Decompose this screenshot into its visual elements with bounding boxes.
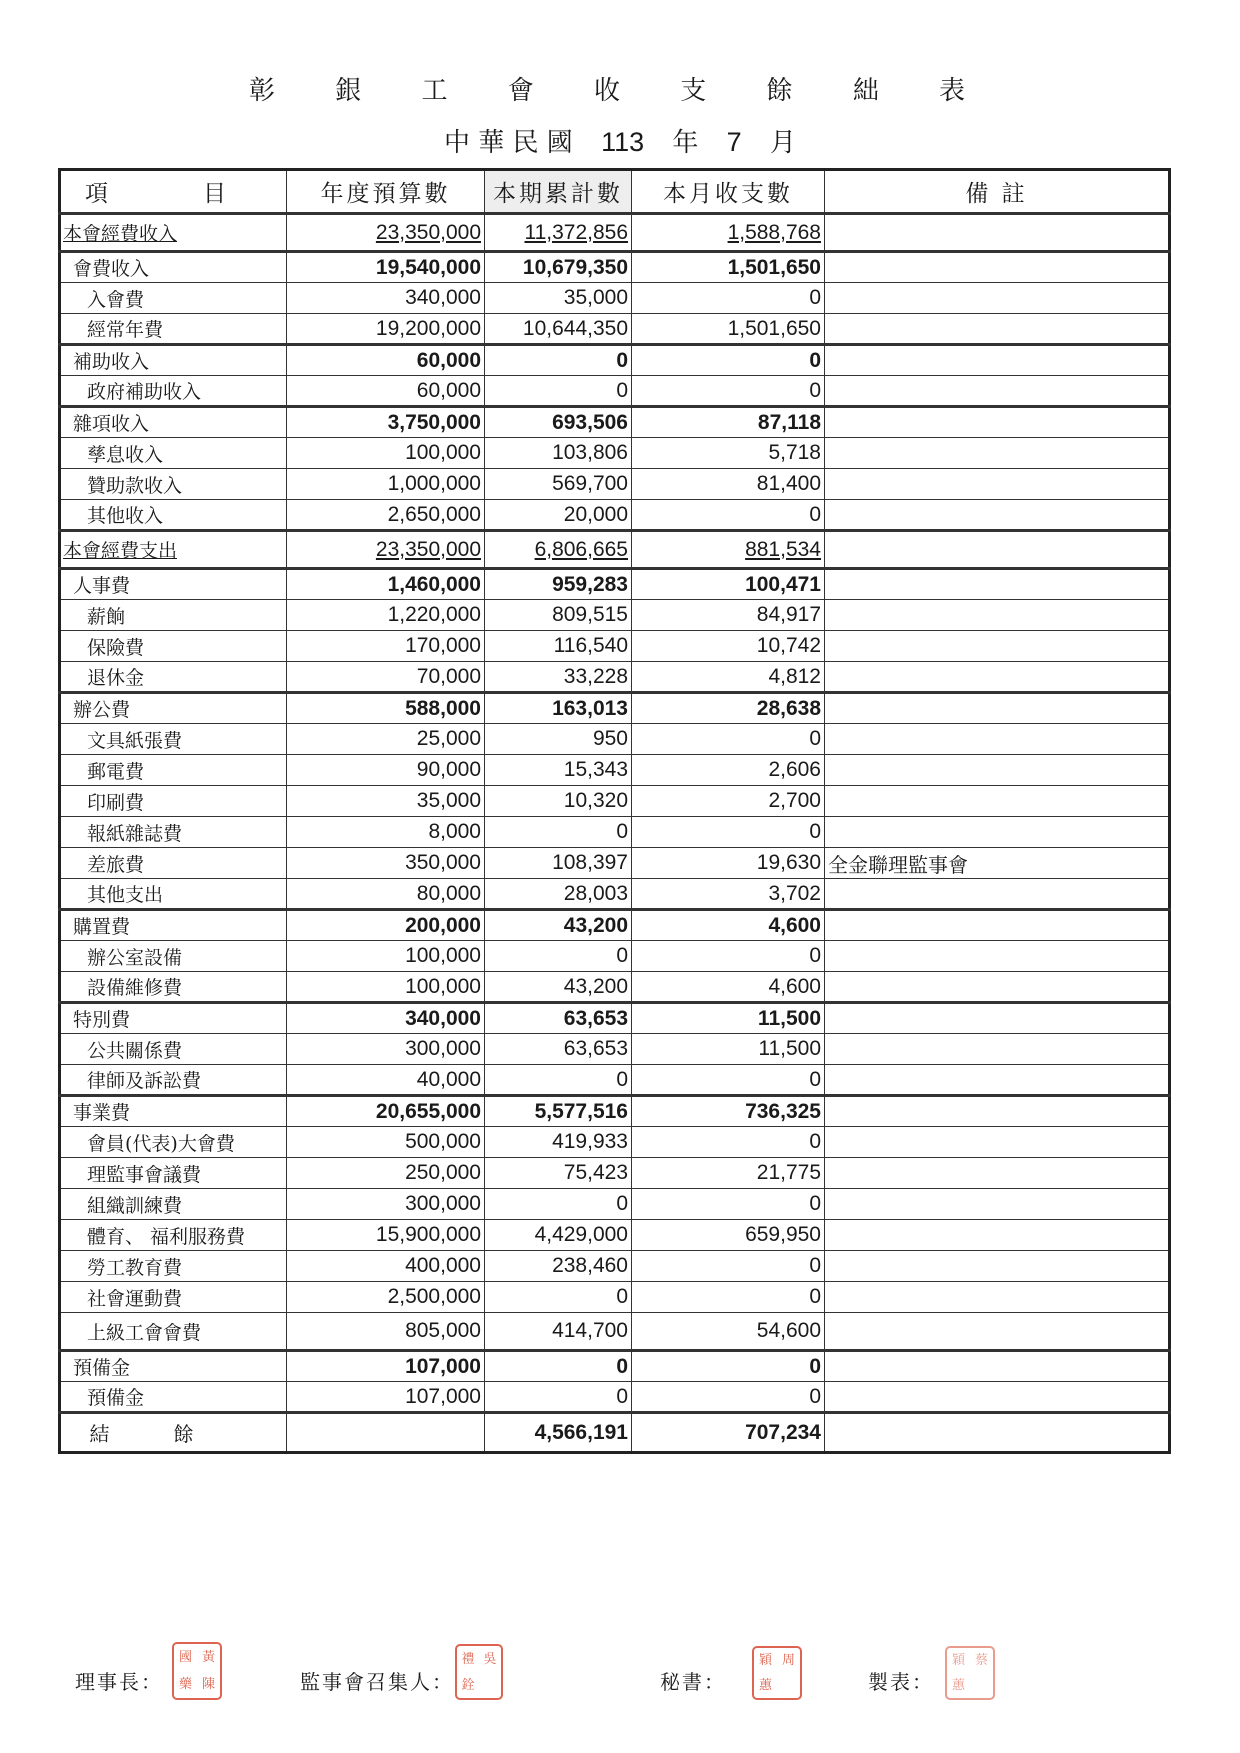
- row-item-name: 其他收入: [60, 500, 287, 531]
- row-month: 19,630: [632, 848, 825, 879]
- row-budget: 25,000: [287, 724, 485, 755]
- signature-chairman-label: 理事長：: [75, 1670, 163, 1694]
- row-cumulative: 569,700: [485, 469, 632, 500]
- row-budget: 107,000: [287, 1382, 485, 1413]
- row-budget: 170,000: [287, 631, 485, 662]
- table-row: [60, 1096, 1170, 1127]
- row-month: 0: [632, 1351, 825, 1382]
- row-cumulative: 0: [485, 1065, 632, 1096]
- row-month: 0: [632, 376, 825, 407]
- row-item-name: 入會費: [60, 283, 287, 314]
- row-remark: [825, 438, 1170, 469]
- row-item-name: 郵電費: [60, 755, 287, 786]
- table-row: [60, 252, 1170, 283]
- row-cumulative: 414,700: [485, 1313, 632, 1351]
- row-budget: 90,000: [287, 755, 485, 786]
- row-remark: [825, 1003, 1170, 1034]
- period-month: 7: [726, 127, 742, 157]
- row-item-name: 會費收入: [60, 252, 287, 283]
- balance-cumulative: 4,566,191: [485, 1413, 632, 1453]
- period-month-unit: 月: [769, 128, 796, 158]
- row-budget: 1,460,000: [287, 569, 485, 600]
- balance-row: [60, 1413, 1170, 1453]
- seal-chairman-icon: 國 黃 藥 陳: [172, 1642, 222, 1700]
- row-item-name: 特別費: [60, 1003, 287, 1034]
- row-remark: [825, 755, 1170, 786]
- row-month: 100,471: [632, 569, 825, 600]
- table-header-row: [60, 170, 1170, 214]
- row-item-name: 印刷費: [60, 786, 287, 817]
- row-budget: 100,000: [287, 941, 485, 972]
- column-header-item: 項 目: [60, 170, 287, 214]
- table-row: [60, 345, 1170, 376]
- table-row: [60, 1158, 1170, 1189]
- row-remark: [825, 1251, 1170, 1282]
- column-header-budget: 年度預算數: [287, 170, 485, 214]
- row-month: 28,638: [632, 693, 825, 724]
- row-item-name: 文具紙張費: [60, 724, 287, 755]
- table-row: [60, 848, 1170, 879]
- row-month: 4,812: [632, 662, 825, 693]
- row-budget: 80,000: [287, 879, 485, 910]
- row-remark: [825, 1127, 1170, 1158]
- row-remark: [825, 1158, 1170, 1189]
- row-budget: 300,000: [287, 1034, 485, 1065]
- table-row: [60, 631, 1170, 662]
- row-budget: 300,000: [287, 1189, 485, 1220]
- row-budget: 8,000: [287, 817, 485, 848]
- table-row: [60, 1313, 1170, 1351]
- row-cumulative: 28,003: [485, 879, 632, 910]
- row-month: 0: [632, 941, 825, 972]
- row-cumulative: 419,933: [485, 1127, 632, 1158]
- row-cumulative: 959,283: [485, 569, 632, 600]
- row-remark: [825, 252, 1170, 283]
- row-budget: 500,000: [287, 1127, 485, 1158]
- row-cumulative: 0: [485, 376, 632, 407]
- row-budget: 70,000: [287, 662, 485, 693]
- period-era: 中 華 民 國: [444, 128, 573, 158]
- signature-supervisor-label: 監事會召集人：: [300, 1670, 454, 1694]
- row-budget: 35,000: [287, 786, 485, 817]
- row-cumulative: 0: [485, 345, 632, 376]
- table-row: [60, 879, 1170, 910]
- signature-secretary-label: 秘書：: [660, 1670, 726, 1694]
- table-row: [60, 1382, 1170, 1413]
- signature-area: [0, 1650, 1240, 1728]
- row-cumulative: 11,372,856: [485, 214, 632, 252]
- row-item-name: 薪餉: [60, 600, 287, 631]
- row-budget: 1,220,000: [287, 600, 485, 631]
- row-remark: [825, 1220, 1170, 1251]
- row-cumulative: 35,000: [485, 283, 632, 314]
- table-row: [60, 693, 1170, 724]
- column-header-cumulative: 本期累計數: [485, 170, 632, 214]
- table-row: [60, 314, 1170, 345]
- table-row: [60, 1034, 1170, 1065]
- table-row: [60, 407, 1170, 438]
- row-cumulative: 116,540: [485, 631, 632, 662]
- row-month: 2,700: [632, 786, 825, 817]
- row-remark: [825, 972, 1170, 1003]
- row-item-name: 人事費: [60, 569, 287, 600]
- row-month: 4,600: [632, 972, 825, 1003]
- row-budget: 340,000: [287, 1003, 485, 1034]
- table-row: [60, 376, 1170, 407]
- table-row: [60, 500, 1170, 531]
- row-month: 10,742: [632, 631, 825, 662]
- row-cumulative: 20,000: [485, 500, 632, 531]
- row-budget: 250,000: [287, 1158, 485, 1189]
- row-cumulative: 0: [485, 1382, 632, 1413]
- row-budget: 23,350,000: [287, 531, 485, 569]
- row-cumulative: 5,577,516: [485, 1096, 632, 1127]
- row-item-name: 設備維修費: [60, 972, 287, 1003]
- row-cumulative: 103,806: [485, 438, 632, 469]
- row-cumulative: 0: [485, 1189, 632, 1220]
- row-remark: [825, 345, 1170, 376]
- row-remark: [825, 1282, 1170, 1313]
- row-item-name: 體育、 福利服務費: [60, 1220, 287, 1251]
- table-body: [60, 214, 1170, 1413]
- row-month: 0: [632, 724, 825, 755]
- row-item-name: 政府補助收入: [60, 376, 287, 407]
- row-cumulative: 10,644,350: [485, 314, 632, 345]
- row-budget: 588,000: [287, 693, 485, 724]
- row-budget: 3,750,000: [287, 407, 485, 438]
- row-item-name: 會員(代表)大會費: [60, 1127, 287, 1158]
- row-cumulative: 4,429,000: [485, 1220, 632, 1251]
- row-budget: 40,000: [287, 1065, 485, 1096]
- row-budget: 1,000,000: [287, 469, 485, 500]
- balance-label: 結餘: [60, 1413, 287, 1453]
- row-item-name: 本會經費支出: [60, 531, 287, 569]
- row-cumulative: 63,653: [485, 1034, 632, 1065]
- table-row: [60, 600, 1170, 631]
- row-remark: [825, 786, 1170, 817]
- row-budget: 340,000: [287, 283, 485, 314]
- row-month: 0: [632, 1382, 825, 1413]
- row-remark: [825, 314, 1170, 345]
- row-budget: 23,350,000: [287, 214, 485, 252]
- row-remark: [825, 500, 1170, 531]
- row-month: 0: [632, 1189, 825, 1220]
- row-item-name: 贊助款收入: [60, 469, 287, 500]
- row-remark: [825, 1096, 1170, 1127]
- income-expense-table: [58, 168, 1171, 1454]
- row-budget: 19,200,000: [287, 314, 485, 345]
- row-cumulative: 6,806,665: [485, 531, 632, 569]
- row-remark: [825, 1034, 1170, 1065]
- row-month: 0: [632, 1251, 825, 1282]
- report-title: 彰 銀 工 會 收 支 餘 絀 表: [248, 76, 992, 106]
- row-month: 881,534: [632, 531, 825, 569]
- report-period: [0, 122, 1240, 159]
- row-cumulative: 63,653: [485, 1003, 632, 1034]
- row-item-name: 報紙雜誌費: [60, 817, 287, 848]
- row-remark: [825, 1382, 1170, 1413]
- table-row: [60, 1251, 1170, 1282]
- row-remark: [825, 1351, 1170, 1382]
- table-row: [60, 1065, 1170, 1096]
- row-month: 0: [632, 283, 825, 314]
- row-month: 0: [632, 345, 825, 376]
- row-month: 2,606: [632, 755, 825, 786]
- row-item-name: 預備金: [60, 1382, 287, 1413]
- row-cumulative: 43,200: [485, 972, 632, 1003]
- table-row: [60, 214, 1170, 252]
- row-remark: [825, 879, 1170, 910]
- period-year: 113: [601, 127, 645, 157]
- table-row: [60, 1003, 1170, 1034]
- table-row: [60, 817, 1170, 848]
- row-item-name: 本會經費收入: [60, 214, 287, 252]
- table-row: [60, 531, 1170, 569]
- table-row: [60, 1351, 1170, 1382]
- row-budget: 100,000: [287, 972, 485, 1003]
- row-item-name: 公共關係費: [60, 1034, 287, 1065]
- row-month: 1,501,650: [632, 252, 825, 283]
- row-remark: [825, 600, 1170, 631]
- row-item-name: 購置費: [60, 910, 287, 941]
- row-remark: [825, 910, 1170, 941]
- row-item-name: 勞工教育費: [60, 1251, 287, 1282]
- row-month: 4,600: [632, 910, 825, 941]
- row-budget: 60,000: [287, 345, 485, 376]
- table-row: [60, 569, 1170, 600]
- seal-supervisor-icon: 禮 吳 銓: [455, 1644, 503, 1700]
- row-month: 0: [632, 1127, 825, 1158]
- row-remark: [825, 214, 1170, 252]
- row-cumulative: 15,343: [485, 755, 632, 786]
- row-cumulative: 950: [485, 724, 632, 755]
- seal-secretary-icon: 穎 周 蕙: [752, 1646, 802, 1700]
- balance-budget: [287, 1413, 485, 1453]
- row-item-name: 理監事會議費: [60, 1158, 287, 1189]
- row-remark: [825, 569, 1170, 600]
- row-item-name: 雜項收入: [60, 407, 287, 438]
- row-month: 84,917: [632, 600, 825, 631]
- row-item-name: 組織訓練費: [60, 1189, 287, 1220]
- row-remark: [825, 817, 1170, 848]
- row-item-name: 辦公室設備: [60, 941, 287, 972]
- row-month: 11,500: [632, 1034, 825, 1065]
- row-cumulative: 0: [485, 1282, 632, 1313]
- row-remark: [825, 1189, 1170, 1220]
- row-remark: [825, 1065, 1170, 1096]
- row-item-name: 社會運動費: [60, 1282, 287, 1313]
- row-item-name: 退休金: [60, 662, 287, 693]
- row-cumulative: 0: [485, 817, 632, 848]
- table-row: [60, 283, 1170, 314]
- row-cumulative: 0: [485, 941, 632, 972]
- row-month: 11,500: [632, 1003, 825, 1034]
- row-budget: 60,000: [287, 376, 485, 407]
- table-row: [60, 786, 1170, 817]
- row-cumulative: 809,515: [485, 600, 632, 631]
- row-budget: 2,500,000: [287, 1282, 485, 1313]
- row-remark: [825, 531, 1170, 569]
- row-month: 87,118: [632, 407, 825, 438]
- row-month: 0: [632, 1065, 825, 1096]
- row-remark: [825, 376, 1170, 407]
- row-item-name: 事業費: [60, 1096, 287, 1127]
- row-month: 21,775: [632, 1158, 825, 1189]
- row-item-name: 律師及訴訟費: [60, 1065, 287, 1096]
- row-month: 54,600: [632, 1313, 825, 1351]
- row-month: 659,950: [632, 1220, 825, 1251]
- table-row: [60, 724, 1170, 755]
- table-row: [60, 910, 1170, 941]
- table-row: [60, 1127, 1170, 1158]
- row-cumulative: 238,460: [485, 1251, 632, 1282]
- row-budget: 400,000: [287, 1251, 485, 1282]
- row-cumulative: 75,423: [485, 1158, 632, 1189]
- table-row: [60, 662, 1170, 693]
- table-row: [60, 755, 1170, 786]
- row-remark: [825, 407, 1170, 438]
- row-budget: 100,000: [287, 438, 485, 469]
- column-header-remark: 備 註: [825, 170, 1170, 214]
- row-budget: 107,000: [287, 1351, 485, 1382]
- row-item-name: 辦公費: [60, 693, 287, 724]
- seal-preparer-icon: 穎 蔡 蕙: [945, 1646, 995, 1700]
- row-month: 736,325: [632, 1096, 825, 1127]
- row-cumulative: 43,200: [485, 910, 632, 941]
- row-remark: [825, 662, 1170, 693]
- row-budget: 805,000: [287, 1313, 485, 1351]
- table-row: [60, 941, 1170, 972]
- table-row: [60, 1189, 1170, 1220]
- row-item-name: 孳息收入: [60, 438, 287, 469]
- table-row: [60, 1282, 1170, 1313]
- signature-preparer-label: 製表：: [868, 1670, 934, 1694]
- row-remark: [825, 693, 1170, 724]
- balance-month: 707,234: [632, 1413, 825, 1453]
- row-budget: 350,000: [287, 848, 485, 879]
- row-budget: 15,900,000: [287, 1220, 485, 1251]
- table-row: [60, 1220, 1170, 1251]
- row-item-name: 差旅費: [60, 848, 287, 879]
- row-remark: 全金聯理監事會: [825, 848, 1170, 879]
- row-remark: [825, 1313, 1170, 1351]
- row-month: 3,702: [632, 879, 825, 910]
- row-item-name: 補助收入: [60, 345, 287, 376]
- row-budget: 19,540,000: [287, 252, 485, 283]
- row-month: 0: [632, 1282, 825, 1313]
- row-remark: [825, 469, 1170, 500]
- table-row: [60, 469, 1170, 500]
- row-cumulative: 0: [485, 1351, 632, 1382]
- row-cumulative: 33,228: [485, 662, 632, 693]
- row-item-name: 經常年費: [60, 314, 287, 345]
- row-month: 81,400: [632, 469, 825, 500]
- row-remark: [825, 283, 1170, 314]
- balance-remark: [825, 1413, 1170, 1453]
- row-month: 1,501,650: [632, 314, 825, 345]
- row-budget: 20,655,000: [287, 1096, 485, 1127]
- row-cumulative: 10,679,350: [485, 252, 632, 283]
- row-month: 0: [632, 817, 825, 848]
- row-cumulative: 693,506: [485, 407, 632, 438]
- row-remark: [825, 724, 1170, 755]
- row-item-name: 上級工會會費: [60, 1313, 287, 1351]
- period-year-unit: 年: [672, 128, 699, 158]
- row-item-name: 其他支出: [60, 879, 287, 910]
- row-cumulative: 108,397: [485, 848, 632, 879]
- row-month: 0: [632, 500, 825, 531]
- row-month: 1,588,768: [632, 214, 825, 252]
- column-header-month: 本月收支數: [632, 170, 825, 214]
- table-row: [60, 972, 1170, 1003]
- row-cumulative: 163,013: [485, 693, 632, 724]
- row-item-name: 保險費: [60, 631, 287, 662]
- row-cumulative: 10,320: [485, 786, 632, 817]
- row-budget: 200,000: [287, 910, 485, 941]
- row-budget: 2,650,000: [287, 500, 485, 531]
- row-month: 5,718: [632, 438, 825, 469]
- row-item-name: 預備金: [60, 1351, 287, 1382]
- row-remark: [825, 941, 1170, 972]
- table-row: [60, 438, 1170, 469]
- row-remark: [825, 631, 1170, 662]
